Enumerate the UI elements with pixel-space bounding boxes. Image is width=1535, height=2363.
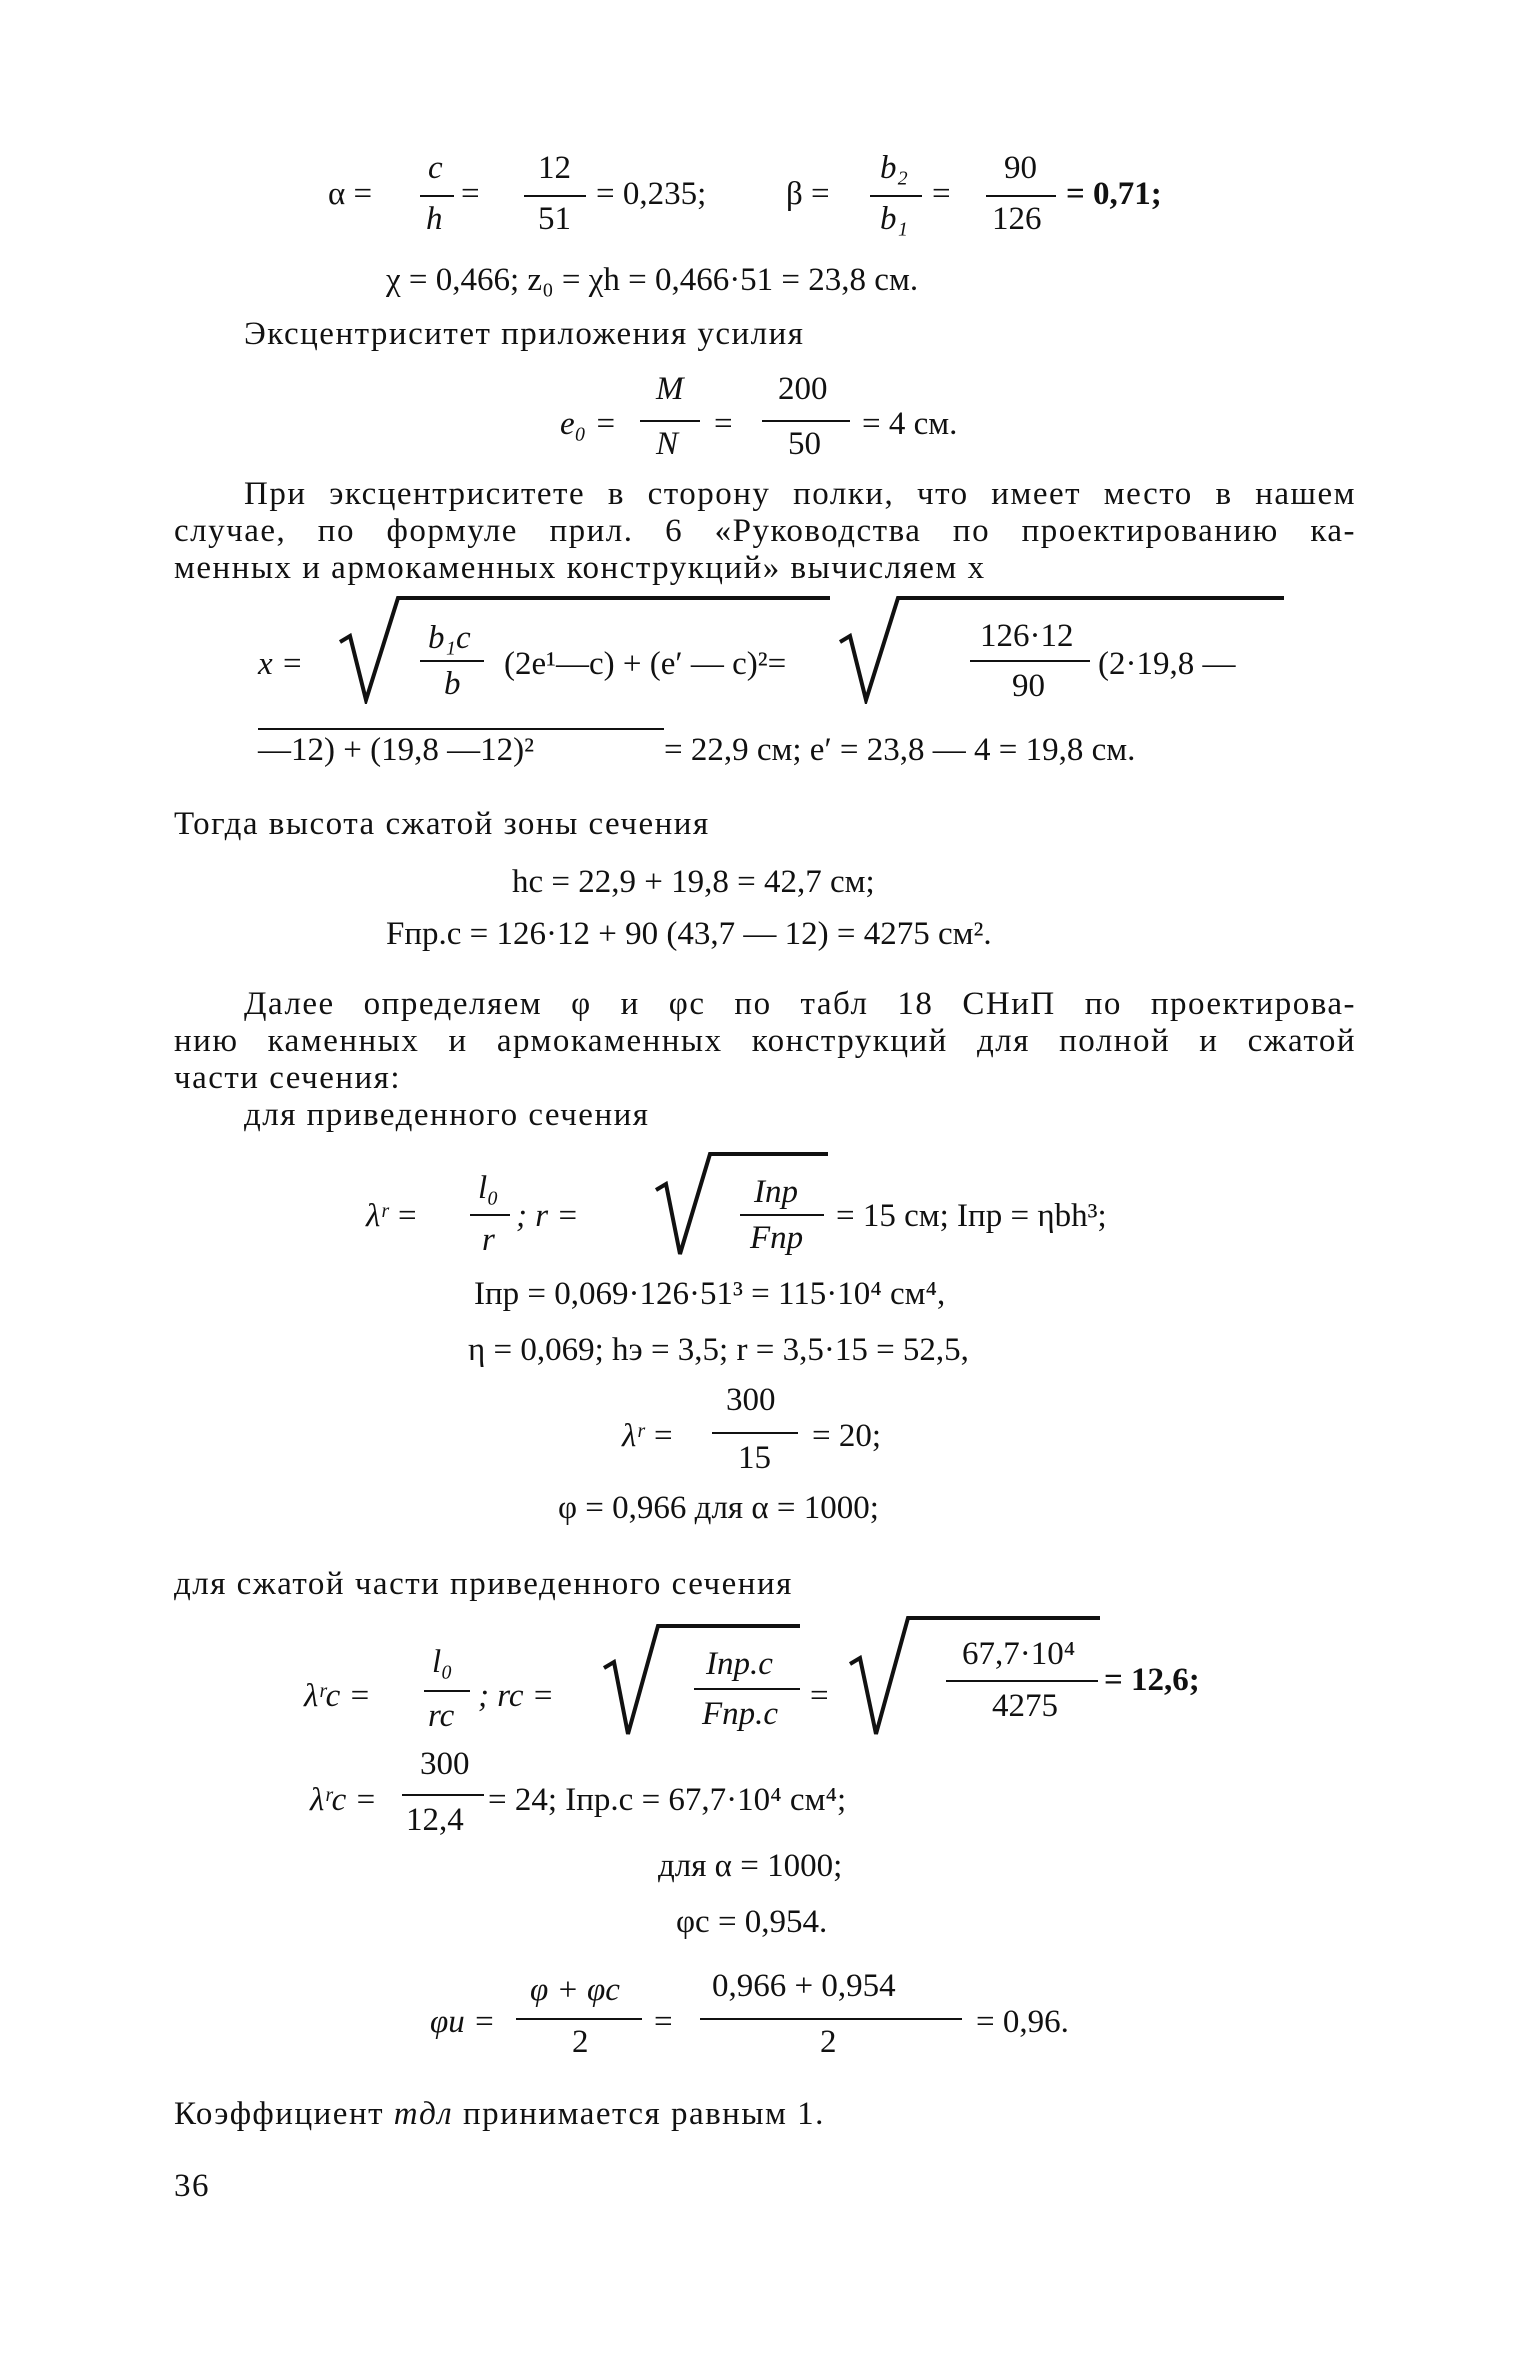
- lam-r: ; r =: [516, 1198, 579, 1234]
- x-tail: (2·19,8 —: [1098, 646, 1236, 682]
- lam2-lhs: λʳ =: [622, 1418, 675, 1454]
- beta-den: b₁: [880, 201, 908, 237]
- alpha-den: h: [426, 201, 443, 237]
- p3-line1: Далее определяем φ и φc по табл 18 СНиП по проектирова-: [244, 986, 1356, 1022]
- lamc-rad2-den: 4275: [992, 1688, 1058, 1724]
- x-mid: (2e¹—c) + (e′ — c)²=: [504, 646, 787, 682]
- lamc-radical-2: [848, 1614, 1102, 1738]
- e0-bar2: [762, 420, 850, 422]
- lamc2-lhs: λʳc =: [310, 1782, 377, 1818]
- p1-line3: менных и армокаменных конструкций» вычисляем x: [174, 550, 986, 586]
- x-frac-den: b: [444, 666, 461, 702]
- formula-phi: φ = 0,966 для α = 1000;: [558, 1490, 879, 1526]
- x-frac-num: b₁c: [428, 620, 471, 656]
- lamc2-bar: [402, 1794, 484, 1796]
- lam2-val: = 20;: [812, 1418, 882, 1454]
- e0-num2: 200: [778, 371, 828, 407]
- final-line: [174, 2098, 825, 2131]
- beta-bar2: [986, 195, 1056, 197]
- lamc-rad2-num: 67,7·10⁴: [962, 1636, 1076, 1672]
- formula-ipr: Iпр = 0,069·126·51³ = 115·10⁴ см⁴,: [474, 1276, 946, 1312]
- phiu-val: = 0,96.: [976, 2004, 1069, 2040]
- text-compressed-part: для сжатой части приведенного сечения: [174, 1566, 793, 1602]
- e0-lhs: e₀ =: [560, 406, 617, 442]
- x-frac2-den: 90: [1012, 668, 1045, 704]
- formula-hc: hc = 22,9 + 19,8 = 42,7 см;: [512, 864, 875, 900]
- e0-den2: 50: [788, 426, 821, 462]
- lam-tail: = 15 см; Iпр = ηbh³;: [836, 1198, 1107, 1234]
- beta-lhs: β =: [786, 176, 830, 212]
- x-lhs: x =: [258, 646, 304, 682]
- p1-line2: случае, по формуле прил. 6 «Руководства по проектированию ка-: [174, 513, 1356, 549]
- lamc2-num: 300: [420, 1746, 470, 1782]
- x-line2-a: —12) + (19,8 —12)²: [258, 732, 534, 768]
- beta-num: b₂: [880, 150, 908, 186]
- lam-den: r: [482, 1222, 495, 1258]
- phiu-den2: 2: [820, 2024, 837, 2060]
- lam-radical: [654, 1150, 830, 1260]
- alpha-num2: 12: [538, 150, 571, 186]
- phiu-bar2: [700, 2018, 962, 2020]
- lamc-lhs: λʳc =: [304, 1678, 371, 1714]
- formula-eta: η = 0,069; hэ = 3,5; r = 3,5·15 = 52,5,: [468, 1332, 969, 1368]
- final-rest: принимается равным 1.: [462, 2096, 825, 2132]
- alpha-lhs: α =: [328, 176, 373, 212]
- p3-line3: части сечения:: [174, 1060, 402, 1096]
- lamc-rad1-num: Iпр.с: [706, 1646, 773, 1682]
- lam-lhs: λʳ =: [366, 1198, 419, 1234]
- formula-chi: χ = 0,466; z₀ = χh = 0,466·51 = 23,8 см.: [386, 262, 919, 298]
- x-frac-bar: [420, 660, 484, 662]
- e0-num: M: [656, 371, 684, 407]
- lamc-rad1-den: Fпр.с: [702, 1696, 779, 1732]
- x-frac2-num: 126·12: [980, 618, 1074, 654]
- p4-line: для приведенного сечения: [244, 1097, 650, 1133]
- formula-phic: φc = 0,954.: [676, 1904, 828, 1940]
- lam2-num: 300: [726, 1382, 776, 1418]
- phiu-den: 2: [572, 2024, 589, 2060]
- lamc-rad2-bar: [946, 1680, 1098, 1682]
- lamc-den: rc: [428, 1698, 455, 1734]
- final-label: Коэффициент: [174, 2096, 385, 2132]
- lam-rad-bar: [740, 1214, 824, 1216]
- p3-line2: нию каменных и армокаменных конструкций для полной и сжатой: [174, 1023, 1356, 1059]
- beta-val: = 0,71;: [1066, 176, 1162, 212]
- lamc-bar: [424, 1690, 470, 1692]
- p1-line1: При эксцентриситете в сторону полки, что имеет место в нашем: [244, 476, 1356, 512]
- beta-bar: [870, 195, 922, 197]
- text-eccentricity: Эксцентриситет приложения усилия: [244, 316, 805, 352]
- phiu-num2: 0,966 + 0,954: [712, 1968, 896, 2004]
- lamc-eq: =: [810, 1678, 829, 1714]
- alpha-den2: 51: [538, 201, 571, 237]
- lamc-val: = 12,6;: [1104, 1662, 1200, 1698]
- phiu-bar: [516, 2018, 642, 2020]
- lam-rad-num: Iпр: [754, 1174, 798, 1210]
- lamc2-tail: = 24; Iпр.с = 67,7·10⁴ см⁴;: [488, 1782, 847, 1818]
- lam-rad-den: Fпр: [750, 1220, 804, 1256]
- beta-den2: 126: [992, 201, 1042, 237]
- alpha-bar: [420, 195, 454, 197]
- formula-alpha-1000: для α = 1000;: [658, 1848, 843, 1884]
- text-compressed-zone: Тогда высота сжатой зоны сечения: [174, 806, 710, 842]
- e0-bar: [640, 420, 700, 422]
- page: α = c h = 12 51 = 0,235; β = b₂ b₁ = 90 126 = 0,71; χ = 0,466; z₀ = χh = 0,466·51 = 23,8 см. Эксцентриситет приложения усилия e₀ = M N = 200 50 = 4 см. При эксцентриситете в сторону полки, что имеет место в нашем случае, по формуле прил. 6 «Руководства по проектированию ка- менных и армокаменных конструкций» вычисляем x x = b₁c b (2e¹—c) + (e′ — c)²= 126·12 90 (2·19,8 — —12) + (19,8 —12)² = 22,9 см; e′ = 23,8 — 4 = 19,8 см. Тогда высота сжатой зоны сечения hc = 22,9 + 19,8 = 42,7 см; Fпр.с = 126·12 + 90 (43,7 — 12) = 4275 см². Далее определяем φ и φc по табл 18 СНиП по проектирова- нию каменных и армокаменных конструкций для полной и сжатой части сечения: для приведенного сечения λʳ = l₀ r ; r = Iпр Fпр = 15 см; Iпр = ηbh³; Iпр = 0,069·126·51³ = 115·10⁴ см⁴, η = 0,069; hэ = 3,5; r = 3,5·15 = 52,5, λʳ = 300 15 = 20; φ = 0,966 для α = 1000; для сжатой части приведенного сечения λʳc = l₀ rc ; rc = Iпр.с Fпр.с = 67,7·10⁴ 4275 = 12,6; λʳc = 300 12,4 = 24; Iпр.с = 67,7·10⁴ см⁴; для α = 1000; φc = 0,954. φи = φ + φc 2 = 0,966 + 0,954 2 = 0,96. Коэффициент mдл принимается равным 1. 36: [174, 150, 1356, 2204]
- lamc2-den: 12,4: [406, 1802, 464, 1838]
- alpha-val: = 0,235;: [596, 176, 707, 212]
- e0-val: = 4 см.: [862, 406, 958, 442]
- beta-num2: 90: [1004, 150, 1037, 186]
- phiu-num: φ + φc: [530, 1972, 620, 2008]
- lam-num: l₀: [478, 1170, 499, 1206]
- alpha-num: c: [428, 150, 443, 186]
- phiu-lhs: φи =: [430, 2004, 496, 2040]
- x-line2-overline: [258, 728, 664, 730]
- lamc-rad1-bar: [694, 1688, 800, 1690]
- lam2-bar: [712, 1432, 798, 1434]
- final-symbol: mдл: [393, 2096, 454, 2132]
- formula-fprc: Fпр.с = 126·12 + 90 (43,7 — 12) = 4275 см².: [386, 916, 992, 952]
- lam2-den: 15: [738, 1440, 771, 1476]
- alpha-bar2: [524, 195, 586, 197]
- x-line2-b: = 22,9 см; e′ = 23,8 — 4 = 19,8 см.: [664, 732, 1136, 768]
- e0-den: N: [656, 426, 679, 462]
- lam-bar: [470, 1214, 510, 1216]
- lamc-num: l₀: [432, 1644, 453, 1680]
- lamc-rc: ; rc =: [478, 1678, 555, 1714]
- x-frac2-bar: [970, 660, 1090, 662]
- page-number: 36: [174, 2168, 210, 2204]
